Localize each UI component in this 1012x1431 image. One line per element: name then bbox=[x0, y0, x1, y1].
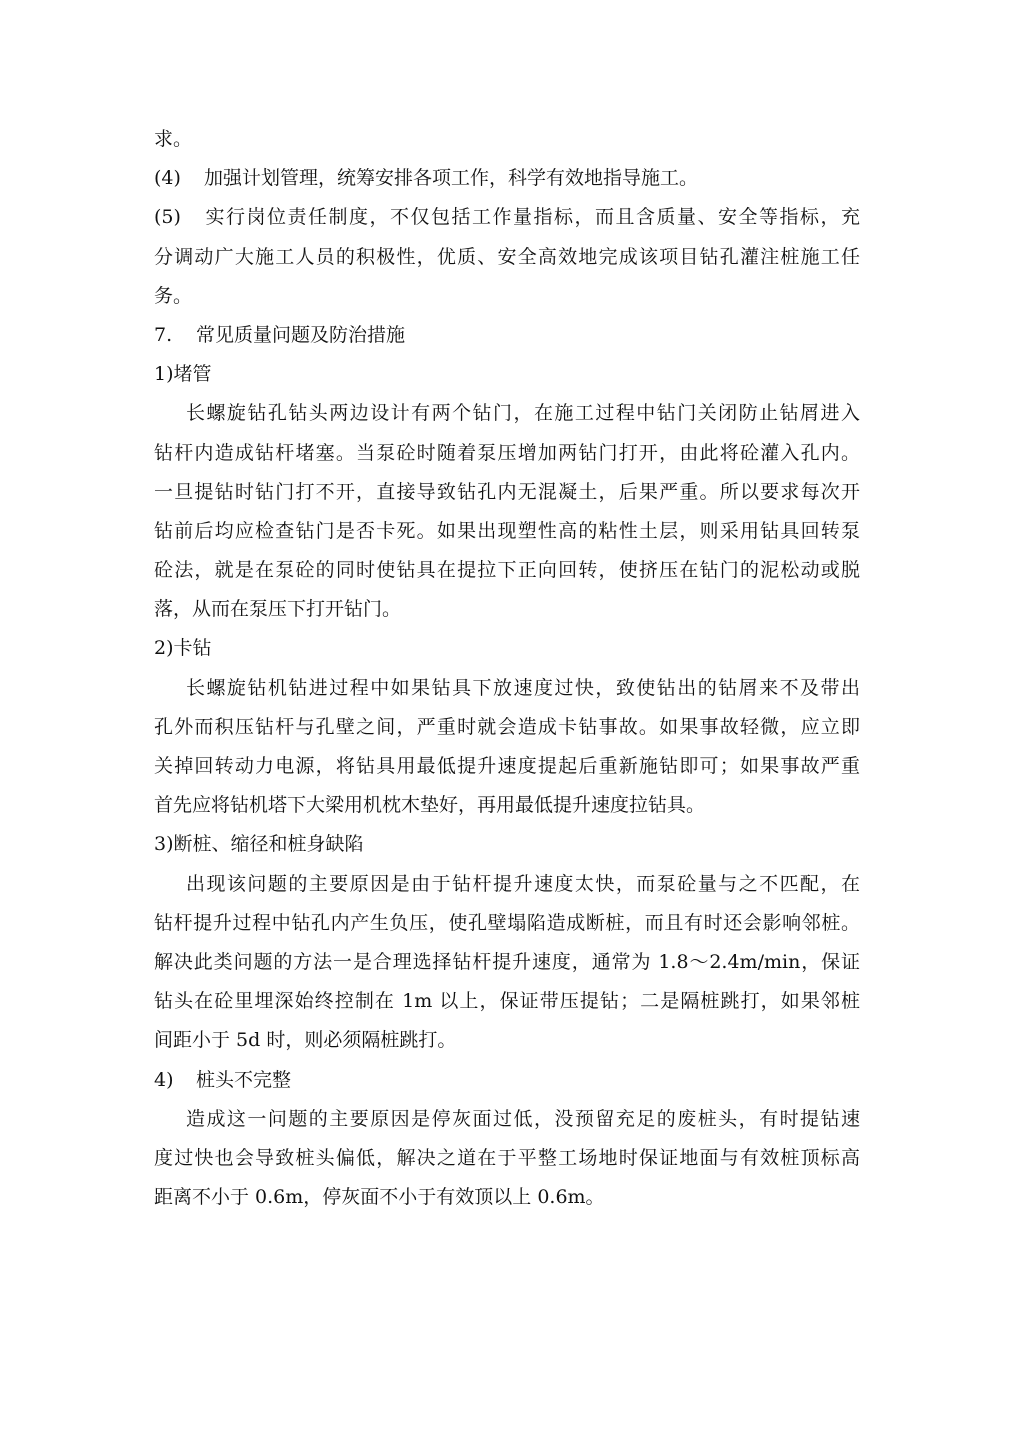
subsection-1-line: 一旦提钻时钻门打不开，直接导致钻孔内无混凝土，后果严重。所以要求每次开 bbox=[154, 480, 860, 503]
section-7-title: 常见质量问题及防治措施 bbox=[196, 323, 406, 346]
list-item-5-line-2: 分调动广大施工人员的积极性，优质、安全高效地完成该项目钻孔灌注桩施工任 bbox=[154, 245, 860, 268]
subsection-1-line: 长螺旋钻孔钻头两边设计有两个钻门，在施工过程中钻门关闭防止钻屑进入 bbox=[186, 402, 860, 425]
document-body bbox=[154, 120, 860, 1217]
subsection-3-line: 钻头在砼里埋深始终控制在 1m 以上，保证带压提钻；二是隔桩跳打，如果邻桩 bbox=[154, 990, 860, 1013]
subsection-2-heading: 2)卡钻 bbox=[154, 637, 212, 660]
list-item-4-text: 加强计划管理，统筹安排各项工作，科学有效地指导施工。 bbox=[204, 167, 699, 190]
subsection-2-line: 孔外而积压钻杆与孔壁之间，严重时就会造成卡钻事故。如果事故轻微，应立即 bbox=[154, 715, 860, 738]
subsection-3-line: 钻杆提升过程中钻孔内产生负压，使孔壁塌陷造成断桩，而且有时还会影响邻桩。 bbox=[154, 911, 860, 934]
subsection-2-line: 首先应将钻机塔下大梁用机枕木垫好，再用最低提升速度拉钻具。 bbox=[154, 794, 706, 817]
subsection-1-line: 钻前后均应检查钻门是否卡死。如果出现塑性高的粘性土层，则采用钻具回转泵 bbox=[154, 519, 860, 542]
list-item-5-line-1 bbox=[154, 198, 860, 237]
section-7-number: 7. bbox=[154, 323, 173, 346]
list-item-5-line-3: 务。 bbox=[154, 284, 193, 307]
subsection-3-line: 间距小于 5d 时，则必须隔桩跳打。 bbox=[154, 1029, 457, 1052]
subsection-1-line: 落，从而在泵压下打开钻门。 bbox=[154, 598, 402, 621]
subsection-4-line: 造成这一问题的主要原因是停灰面过低，没预留充足的废桩头，有时提钻速 bbox=[186, 1107, 860, 1130]
subsection-2-line: 长螺旋钻机钻进过程中如果钻具下放速度过快，致使钻出的钻屑来不及带出 bbox=[186, 676, 860, 699]
list-item-4 bbox=[154, 159, 860, 198]
list-item-5-text: 实行岗位责任制度，不仅包括工作量指标，而且含质量、安全等指标，充 bbox=[204, 206, 860, 229]
list-item-5-number: (5) bbox=[154, 206, 181, 229]
subsection-3-heading: 3)断桩、缩径和桩身缺陷 bbox=[154, 833, 364, 856]
subsection-1-line: 钻杆内造成钻杆堵塞。当泵砼时随着泵压增加两钻门打开，由此将砼灌入孔内。 bbox=[154, 441, 860, 464]
subsection-4-number: 4) bbox=[154, 1068, 174, 1091]
subsection-1-heading: 1)堵管 bbox=[154, 363, 212, 386]
subsection-4-line: 度过快也会导致桩头偏低，解决之道在于平整工场地时保证地面与有效桩顶标高 bbox=[154, 1146, 860, 1169]
subsection-4-title: 桩头不完整 bbox=[196, 1068, 292, 1091]
subsection-3-line: 解决此类问题的方法一是合理选择钻杆提升速度，通常为 1.8～2.4m/min，保证 bbox=[154, 950, 860, 973]
list-item-4-number: (4) bbox=[154, 167, 181, 190]
subsection-3-line: 出现该问题的主要原因是由于钻杆提升速度太快，而泵砼量与之不匹配，在 bbox=[186, 872, 860, 895]
paragraph-continuation: 求。 bbox=[154, 128, 193, 150]
subsection-1-line: 砼法，就是在泵砼的同时使钻具在提拉下正向回转，使挤压在钻门的泥松动或脱 bbox=[154, 559, 860, 582]
subsection-2-line: 关掉回转动力电源，将钻具用最低提升速度提起后重新施钻即可；如果事故严重 bbox=[154, 755, 860, 777]
subsection-4-line: 距离不小于 0.6m，停灰面不小于有效顶以上 0.6m。 bbox=[154, 1186, 605, 1209]
subsection-4-heading bbox=[154, 1061, 860, 1100]
section-7-heading bbox=[154, 316, 860, 355]
